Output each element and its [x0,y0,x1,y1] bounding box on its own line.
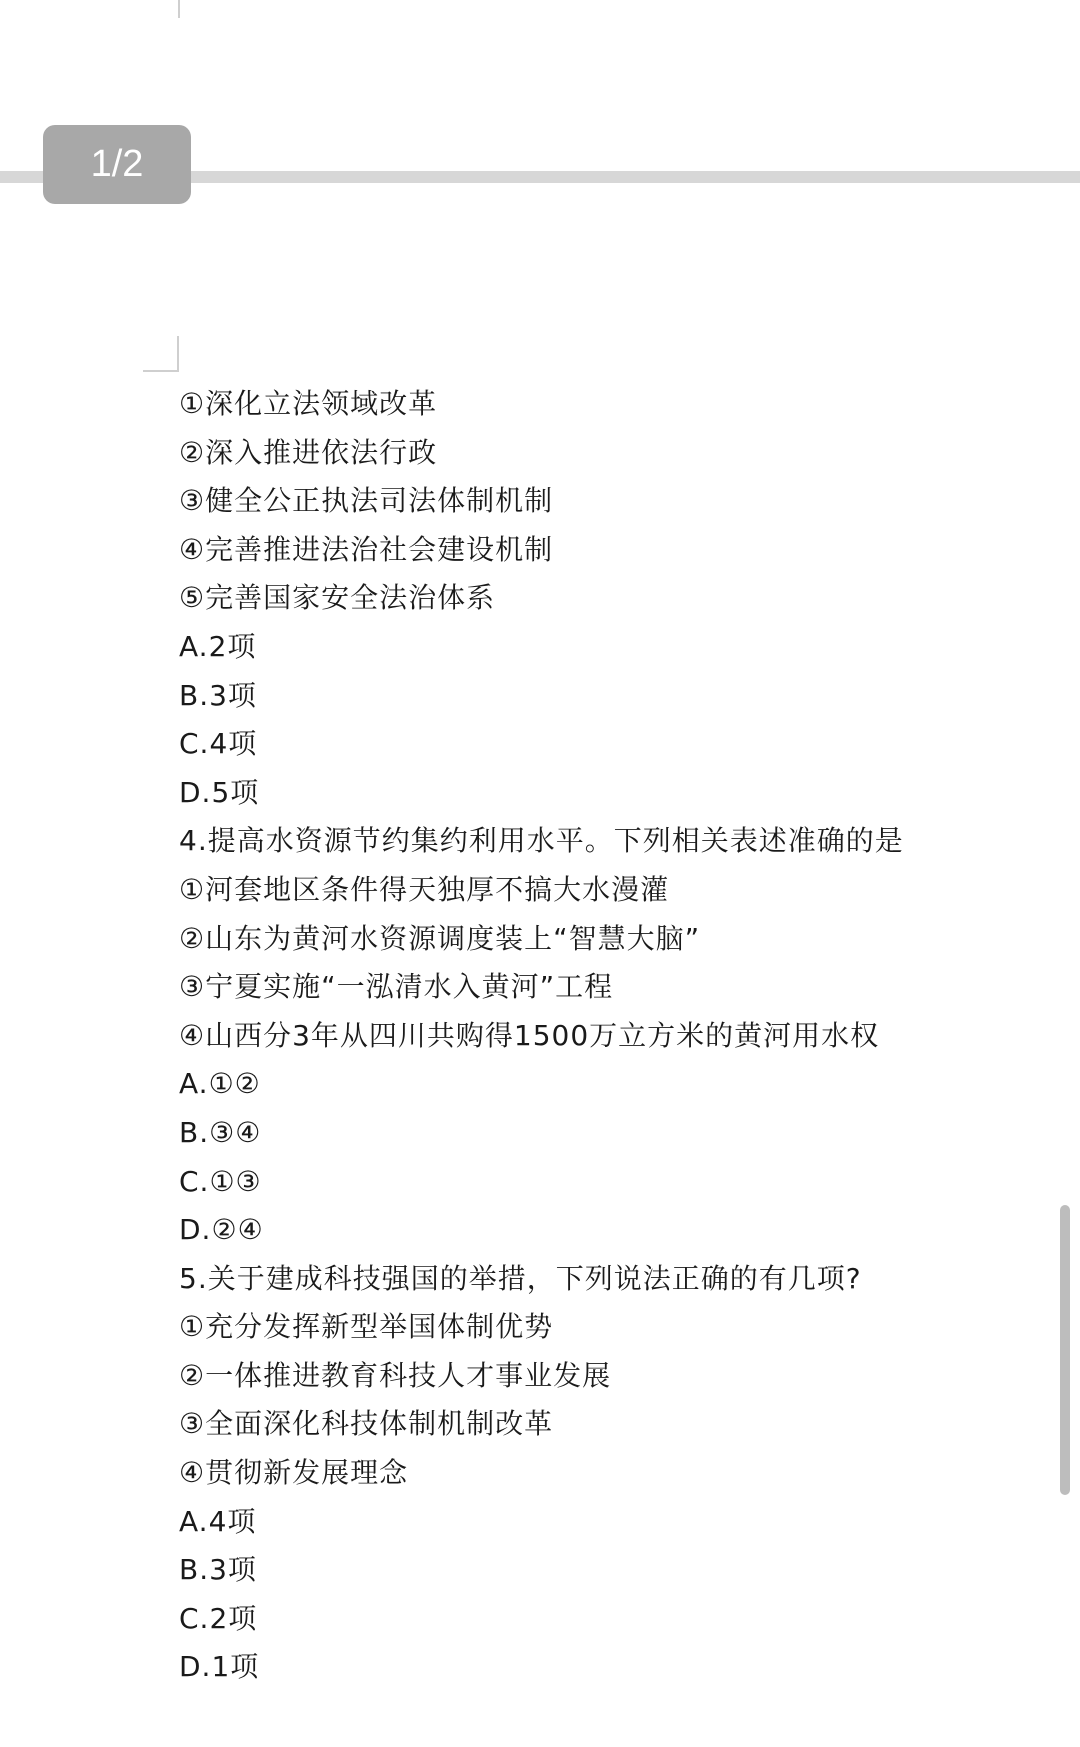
answer-option: D.②④ [179,1213,264,1247]
page-indicator: 1/2 [43,125,191,204]
answer-option: A.2项 [179,629,257,663]
text-line: ③健全公正执法司法体制机制 [179,484,554,518]
text-line: ④山西分3年从四川共购得1500万立方米的黄河用水权 [179,1018,880,1052]
question-stem: 4.提高水资源节约集约利用水平。下列相关表述准确的是 [179,824,904,858]
document-body [179,380,1009,1692]
text-line: ④完善推进法治社会建设机制 [179,532,554,566]
answer-option: C.4项 [179,727,258,761]
text-line: ②深入推进依法行政 [179,435,438,469]
text-line: ④贯彻新发展理念 [179,1456,409,1490]
scrollbar-thumb[interactable] [1060,1205,1070,1495]
vertical-scrollbar[interactable] [1060,1205,1070,1495]
page-corner-mark [143,336,179,372]
question-stem: 5.关于建成科技强国的举措，下列说法正确的有几项? [179,1261,862,1295]
text-line: ②一体推进教育科技人才事业发展 [179,1358,612,1392]
answer-option: B.③④ [179,1115,262,1149]
crop-mark-top [178,0,180,18]
answer-option: B.3项 [179,678,257,712]
answer-option: A.①② [179,1067,261,1101]
text-line: ①深化立法领域改革 [179,387,438,420]
answer-option: A.4项 [179,1504,257,1538]
text-line: ①河套地区条件得天独厚不搞大水漫灌 [179,872,670,906]
text-line: ②山东为黄河水资源调度装上“智慧大脑” [179,921,701,955]
answer-option: C.2项 [179,1601,258,1635]
answer-option: C.①③ [179,1164,262,1198]
answer-option: D.1项 [179,1650,260,1684]
text-line: ⑤完善国家安全法治体系 [179,581,496,615]
text-line: ③全面深化科技体制机制改革 [179,1407,554,1441]
text-line: ③宁夏实施“一泓清水入黄河”工程 [179,970,614,1004]
answer-option: D.5项 [179,775,260,809]
text-line: ①充分发挥新型举国体制优势 [179,1310,554,1344]
answer-option: B.3项 [179,1553,257,1587]
